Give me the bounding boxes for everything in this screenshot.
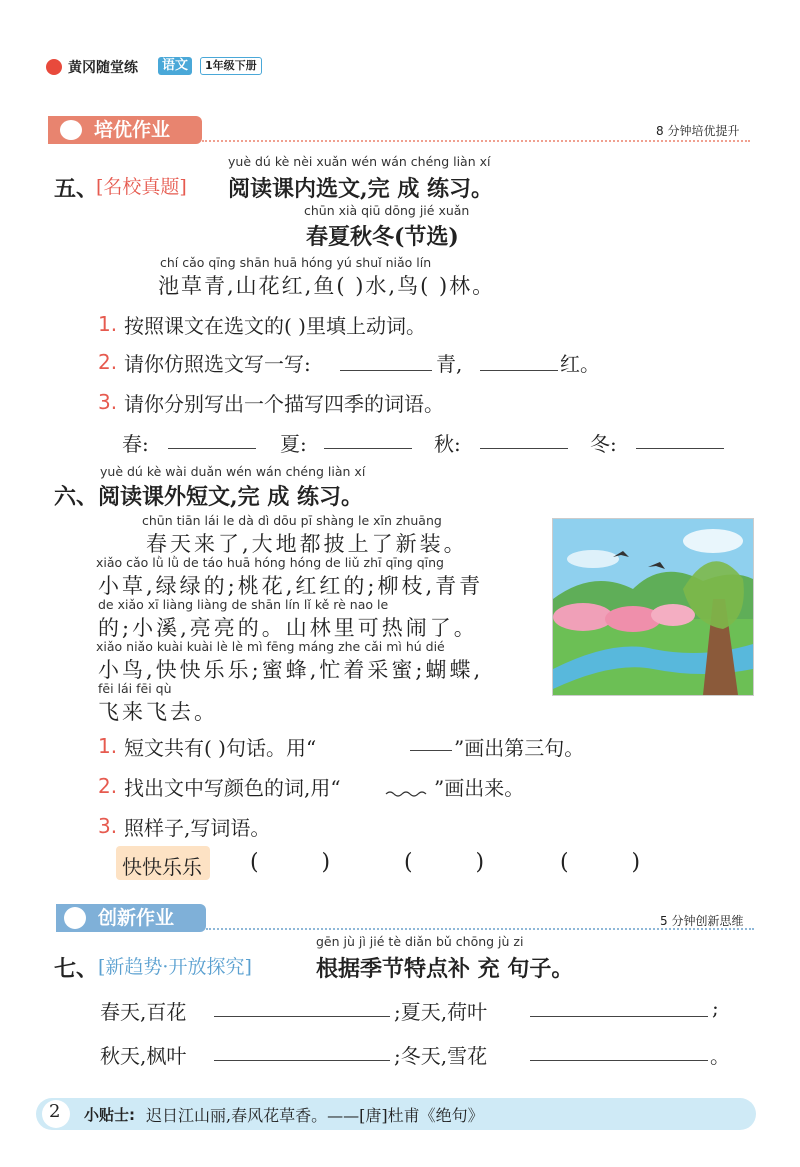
question-tag: [名校真题] (96, 176, 187, 198)
example-word: 快快乐乐 (122, 855, 202, 879)
section-subtitle: 5 分钟创新思维 (660, 914, 744, 928)
page-number: 2 (49, 1101, 61, 1122)
passage-line: 春天来了,大地都披上了新装。 (146, 532, 468, 556)
question-number: 五、 (54, 176, 99, 202)
answer-blank[interactable] (636, 448, 724, 449)
question-pinyin: yuè dú kè nèi xuǎn wén wán chéng liàn xí (228, 154, 491, 169)
item-number: 3. (98, 390, 118, 414)
item-text: 请你仿照选文写一写: (124, 352, 311, 376)
underline-sample (410, 750, 452, 751)
answer-blank[interactable] (214, 1060, 390, 1061)
subject-badge: 语文 (158, 57, 192, 75)
answer-blank[interactable] (480, 370, 558, 371)
wavy-line-sample (384, 784, 432, 794)
passage-pinyin: de xiǎo xī liàng liàng de shān lín lǐ kě rè nao le (98, 597, 389, 612)
answer-blank[interactable] (214, 1016, 390, 1017)
passage-pinyin: chūn tiān lái le dà dì dōu pī shàng le xīn zhuāng (142, 513, 442, 528)
section-title: 创新作业 (98, 907, 175, 929)
question-number: 六、 (54, 484, 99, 510)
passage-line: 的;小溪,亮亮的。山林里可热闹了。 (98, 616, 478, 640)
item-text: 照样子,写词语。 (124, 816, 271, 840)
item-text: 请你分别写出一个描写四季的词语。 (124, 392, 444, 416)
answer-paren[interactable]: ( ) (404, 850, 485, 875)
sentence-text: ; (712, 996, 719, 1020)
item-text: 短文共有( )句话。用“ (124, 736, 317, 760)
poem-line: 池草青,山花红,鱼( )水,鸟( )林。 (158, 274, 496, 298)
item-text: 找出文中写颜色的词,用“ (124, 776, 341, 800)
answer-blank[interactable] (530, 1060, 708, 1061)
sentence-text: 春天,百花 (100, 1000, 187, 1024)
season-label: 冬: (590, 432, 617, 456)
section-divider (202, 140, 750, 142)
item-text: 按照课文在选文的( )里填上动词。 (124, 314, 426, 338)
header (40, 56, 300, 80)
passage-line: 飞来飞去。 (98, 700, 218, 724)
question-title: 阅读课外短文,完 成 练习。 (98, 484, 363, 510)
tip-text: 迟日江山丽,春风花草香。——[唐]杜甫《绝句》 (146, 1106, 484, 1125)
brand-logo-icon (46, 59, 62, 75)
item-text: 红。 (560, 352, 600, 376)
section-banner-enrichment (48, 116, 202, 144)
section-banner-innovation (56, 904, 206, 932)
poem-pinyin: chí cǎo qīng shān huā hóng yú shuǐ niǎo lín (160, 255, 432, 270)
chart-icon (60, 120, 82, 140)
passage-line: 小鸟,快快乐乐;蜜蜂,忙着采蜜;蝴蝶, (98, 658, 484, 682)
brand-name: 黄冈随堂练 (68, 60, 138, 76)
passage-line: 小草,绿绿的;桃花,红红的;柳枝,青青 (98, 574, 484, 598)
item-text: ”画出来。 (434, 776, 525, 800)
sentence-text: 。 (710, 1044, 730, 1068)
item-number: 2. (98, 350, 118, 374)
passage-pinyin: fēi lái fēi qù (98, 681, 172, 696)
sentence-text: 秋天,枫叶 (100, 1044, 187, 1068)
item-number: 1. (98, 312, 118, 336)
tip-label: 小贴士: (84, 1106, 135, 1124)
question-title: 根据季节特点补 充 句子。 (316, 956, 574, 982)
season-label: 春: (122, 432, 149, 456)
item-number: 1. (98, 734, 118, 758)
passage-pinyin: xiǎo cǎo lǜ lǜ de táo huā hóng hóng de liǔ zhī qīng qīng (96, 555, 444, 570)
answer-paren[interactable]: ( ) (560, 850, 641, 875)
answer-blank[interactable] (324, 448, 412, 449)
question-tag: [新趋势·开放探究] (98, 956, 252, 978)
question-title: 阅读课内选文,完 成 练习。 (228, 176, 493, 202)
item-number: 3. (98, 814, 118, 838)
season-label: 夏: (280, 432, 307, 456)
section-title: 培优作业 (94, 119, 171, 141)
season-label: 秋: (434, 432, 461, 456)
passage-pinyin: xiǎo niǎo kuài kuài lè lè mì fēng máng zhe cǎi mì hú dié (96, 639, 445, 654)
answer-blank[interactable] (340, 370, 432, 371)
item-text: 青, (436, 352, 463, 376)
item-number: 2. (98, 774, 118, 798)
answer-blank[interactable] (530, 1016, 708, 1017)
sentence-text: ;夏天,荷叶 (394, 1000, 488, 1024)
sentence-text: ;冬天,雪花 (394, 1044, 488, 1068)
lightbulb-icon (64, 907, 86, 929)
question-pinyin: gēn jù jì jié tè diǎn bǔ chōng jù zi (316, 934, 524, 949)
question-number: 七、 (54, 956, 99, 982)
section-subtitle: 8 分钟培优提升 (656, 124, 740, 138)
question-pinyin: yuè dú kè wài duǎn wén wán chéng liàn xí (100, 464, 366, 479)
item-text: ”画出第三句。 (454, 736, 585, 760)
poem-title-pinyin: chūn xià qiū dōng jié xuǎn (304, 203, 470, 218)
answer-blank[interactable] (480, 448, 568, 449)
spring-landscape-illustration (552, 518, 754, 696)
poem-title: 春夏秋冬(节选) (306, 224, 459, 250)
answer-paren[interactable]: ( ) (250, 850, 331, 875)
answer-blank[interactable] (168, 448, 256, 449)
grade-label: 1年级下册 (200, 57, 262, 75)
